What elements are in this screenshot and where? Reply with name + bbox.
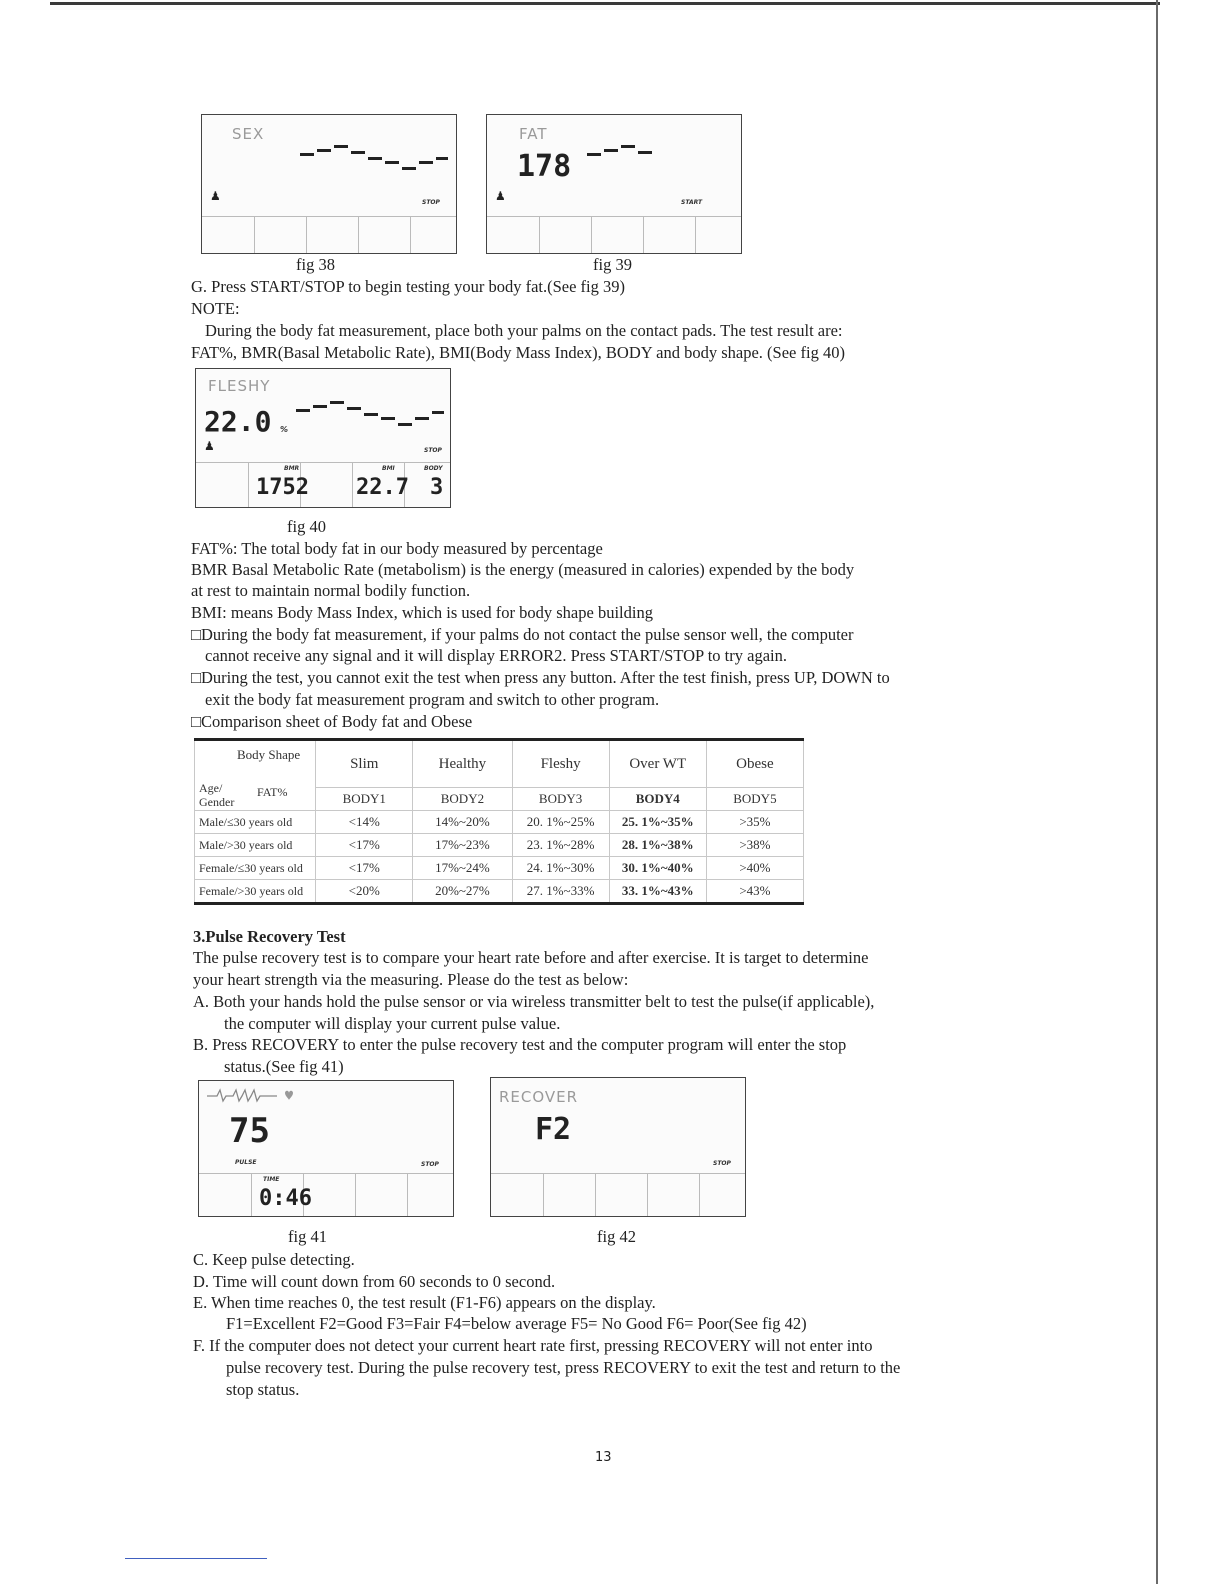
note-heading: NOTE: [191, 299, 240, 318]
stop-indicator: STOP [421, 1161, 439, 1168]
bullet-2-line-2: exit the body fat measurement program and switch to other program. [205, 690, 660, 709]
figure-caption: fig 38 [296, 255, 335, 274]
profile-segment [385, 161, 399, 164]
body-value: 3 [430, 475, 444, 500]
lcd-label: SEX [232, 125, 265, 143]
bullet-1-line-1: □During the body fat measurement, if your palms do not contact the pulse sensor well, the computer [191, 625, 854, 644]
bmr-definition-1: BMR Basal Metabolic Rate (metabolism) is the energy (measured in calories) expended by the body [191, 560, 855, 579]
table-cell: <14% [316, 811, 413, 834]
bmr-label: BMR [284, 465, 300, 472]
right-border-line [1156, 0, 1158, 1584]
table-cell: >38% [706, 834, 803, 857]
table-cell: <20% [316, 880, 413, 904]
profile-segment [604, 149, 618, 152]
person-icon: ♟ [210, 189, 221, 203]
lcd-fig41 [198, 1080, 454, 1217]
lcd-fig38 [201, 114, 457, 254]
row-label: Female/>30 years old [195, 880, 316, 904]
profile-segment [432, 411, 444, 414]
table-cell: 27. 1%~33% [512, 880, 609, 904]
fat-value: 178 [517, 149, 572, 184]
profile-segment [419, 161, 433, 164]
step-f-line-3: stop status. [226, 1380, 300, 1399]
bmr-definition-2: at rest to maintain normal bodily function. [191, 581, 471, 600]
table-cell: >35% [706, 811, 803, 834]
profile-segment [351, 151, 365, 154]
bmr-value: 1752 [256, 475, 309, 500]
figure-caption: fig 39 [593, 255, 632, 274]
table-row [195, 880, 804, 904]
profile-segment [330, 401, 344, 404]
body-cell: BODY1 [316, 788, 413, 811]
header-fleshy: Fleshy [512, 740, 609, 788]
header-obese: Obese [706, 740, 803, 788]
page-number: 13 [595, 1450, 612, 1465]
section-title: 3.Pulse Recovery Test [193, 927, 346, 946]
lcd-label: FLESHY [208, 377, 271, 395]
person-icon: ♟ [204, 439, 215, 453]
body-cell: BODY4 [609, 788, 706, 811]
table-cell: 20. 1%~25% [512, 811, 609, 834]
lcd-label: RECOVER [499, 1088, 579, 1106]
bullet-1-line-2: cannot receive any signal and it will display ERROR2. Press START/STOP to try again. [205, 646, 787, 665]
lcd-grid [199, 1173, 453, 1216]
recovery-result-value: F2 [535, 1112, 572, 1147]
profile-segment [368, 157, 382, 160]
bmi-value: 22.7 [356, 475, 409, 500]
step-f-line-1: F. If the computer does not detect your current heart rate first, pressing RECOVERY will not enter into [193, 1336, 873, 1355]
step-e-line-2: F1=Excellent F2=Good F3=Fair F4=below average F5= No Good F6= Poor(See fig 42) [226, 1314, 807, 1333]
lcd-fig40 [195, 368, 451, 508]
stop-indicator: STOP [713, 1160, 731, 1167]
profile-segment [621, 145, 635, 148]
profile-segment [317, 149, 331, 152]
corner-gender: Gender [199, 795, 235, 809]
lcd-grid [487, 216, 741, 253]
start-indicator: START [681, 199, 703, 206]
table-cell: 17%~23% [413, 834, 512, 857]
table-header-row [195, 740, 804, 788]
table-cell: 14%~20% [413, 811, 512, 834]
bmi-definition: BMI: means Body Mass Index, which is used for body shape building [191, 603, 653, 622]
body-cell: BODY2 [413, 788, 512, 811]
lcd-label: FAT [519, 125, 548, 143]
note-line-2: FAT%, BMR(Basal Metabolic Rate), BMI(Body Mass Index), BODY and body shape. (See fig 40) [191, 343, 845, 362]
table-cell: 23. 1%~28% [512, 834, 609, 857]
percent-unit: % [280, 425, 289, 434]
time-value: 0:46 [259, 1186, 312, 1211]
figure-caption: fig 41 [288, 1227, 327, 1246]
step-b-line-2: status.(See fig 41) [224, 1057, 344, 1076]
table-cell: <17% [316, 834, 413, 857]
profile-segment [296, 409, 310, 412]
profile-segment [300, 153, 314, 156]
lcd-fig39 [486, 114, 742, 254]
header-over-wt: Over WT [609, 740, 706, 788]
corner-fat: FAT% [257, 785, 288, 799]
table-cell: <17% [316, 857, 413, 880]
table-cell: 30. 1%~40% [609, 857, 706, 880]
step-a-line-2: the computer will display your current pulse value. [224, 1014, 561, 1033]
profile-segment [638, 151, 652, 154]
profile-segment [587, 153, 601, 156]
lcd-grid [196, 462, 450, 507]
row-label: Male/>30 years old [195, 834, 316, 857]
profile-segment [398, 423, 412, 426]
figure-caption: fig 40 [287, 517, 326, 536]
intro-line-2: your heart strength via the measuring. Please do the test as below: [193, 970, 629, 989]
corner-body-shape: Body Shape [237, 747, 301, 762]
table-cell: >43% [706, 880, 803, 904]
header-healthy: Healthy [413, 740, 512, 788]
profile-segment [415, 417, 429, 420]
lcd-grid [491, 1173, 745, 1216]
table-cell: 28. 1%~38% [609, 834, 706, 857]
note-line-1: During the body fat measurement, place both your palms on the contact pads. The test result are: [205, 321, 843, 340]
lcd-grid [202, 216, 456, 253]
profile-segment [381, 417, 395, 420]
profile-segment [313, 405, 327, 408]
step-d: D. Time will count down from 60 seconds to 0 second. [193, 1272, 556, 1291]
profile-segment [364, 413, 378, 416]
bullet-3: □Comparison sheet of Body fat and Obese [191, 712, 473, 731]
footer-line [125, 1558, 267, 1559]
body-fat-comparison-table [194, 738, 804, 905]
header-slim: Slim [316, 740, 413, 788]
lcd-fig42 [490, 1077, 746, 1217]
table-row [195, 857, 804, 880]
body-label: BODY [424, 465, 443, 472]
step-f-line-2: pulse recovery test. During the pulse recovery test, press RECOVERY to exit the test and return to the [226, 1358, 901, 1377]
stop-indicator: STOP [424, 447, 442, 454]
person-icon: ♟ [495, 189, 506, 203]
body-cell: BODY3 [512, 788, 609, 811]
figure-caption: fig 42 [597, 1227, 636, 1246]
table-row [195, 811, 804, 834]
bullet-2-line-1: □During the test, you cannot exit the test when press any button. After the test finish, press UP, DOWN to [191, 668, 890, 687]
table-cell: 17%~24% [413, 857, 512, 880]
table-cell: >40% [706, 857, 803, 880]
intro-line-1: The pulse recovery test is to compare your heart rate before and after exercise. It is target to determine [193, 948, 869, 967]
step-e-line-1: E. When time reaches 0, the test result (F1-F6) appears on the display. [193, 1293, 656, 1312]
table-cell: 20%~27% [413, 880, 512, 904]
table-row [195, 834, 804, 857]
stop-indicator: STOP [422, 199, 440, 206]
table-cell: 33. 1%~43% [609, 880, 706, 904]
table-corner-cell [195, 740, 316, 811]
profile-segment [402, 167, 416, 170]
fleshy-value: 22.0 [204, 405, 272, 438]
step-c: C. Keep pulse detecting. [193, 1250, 355, 1269]
table-cell: 25. 1%~35% [609, 811, 706, 834]
row-label: Male/≤30 years old [195, 811, 316, 834]
heartbeat-icon [207, 1087, 297, 1105]
corner-age: Age/ [199, 781, 223, 795]
step-b-line-1: B. Press RECOVERY to enter the pulse recovery test and the computer program will enter the stop [193, 1035, 847, 1054]
top-border-line [50, 2, 1160, 5]
bmi-label: BMI [382, 465, 395, 472]
profile-segment [334, 145, 348, 148]
pulse-label: PULSE [235, 1159, 257, 1166]
step-g: G. Press START/STOP to begin testing your body fat.(See fig 39) [191, 277, 625, 296]
profile-segment [436, 157, 448, 160]
body-cell: BODY5 [706, 788, 803, 811]
table-cell: 24. 1%~30% [512, 857, 609, 880]
time-label: TIME [263, 1176, 280, 1183]
row-label: Female/≤30 years old [195, 857, 316, 880]
fat-definition: FAT%: The total body fat in our body measured by percentage [191, 539, 603, 558]
profile-segment [347, 407, 361, 410]
step-a-line-1: A. Both your hands hold the pulse sensor or via wireless transmitter belt to test the pulse(if applicable), [193, 992, 875, 1011]
pulse-value: 75 [229, 1111, 270, 1151]
